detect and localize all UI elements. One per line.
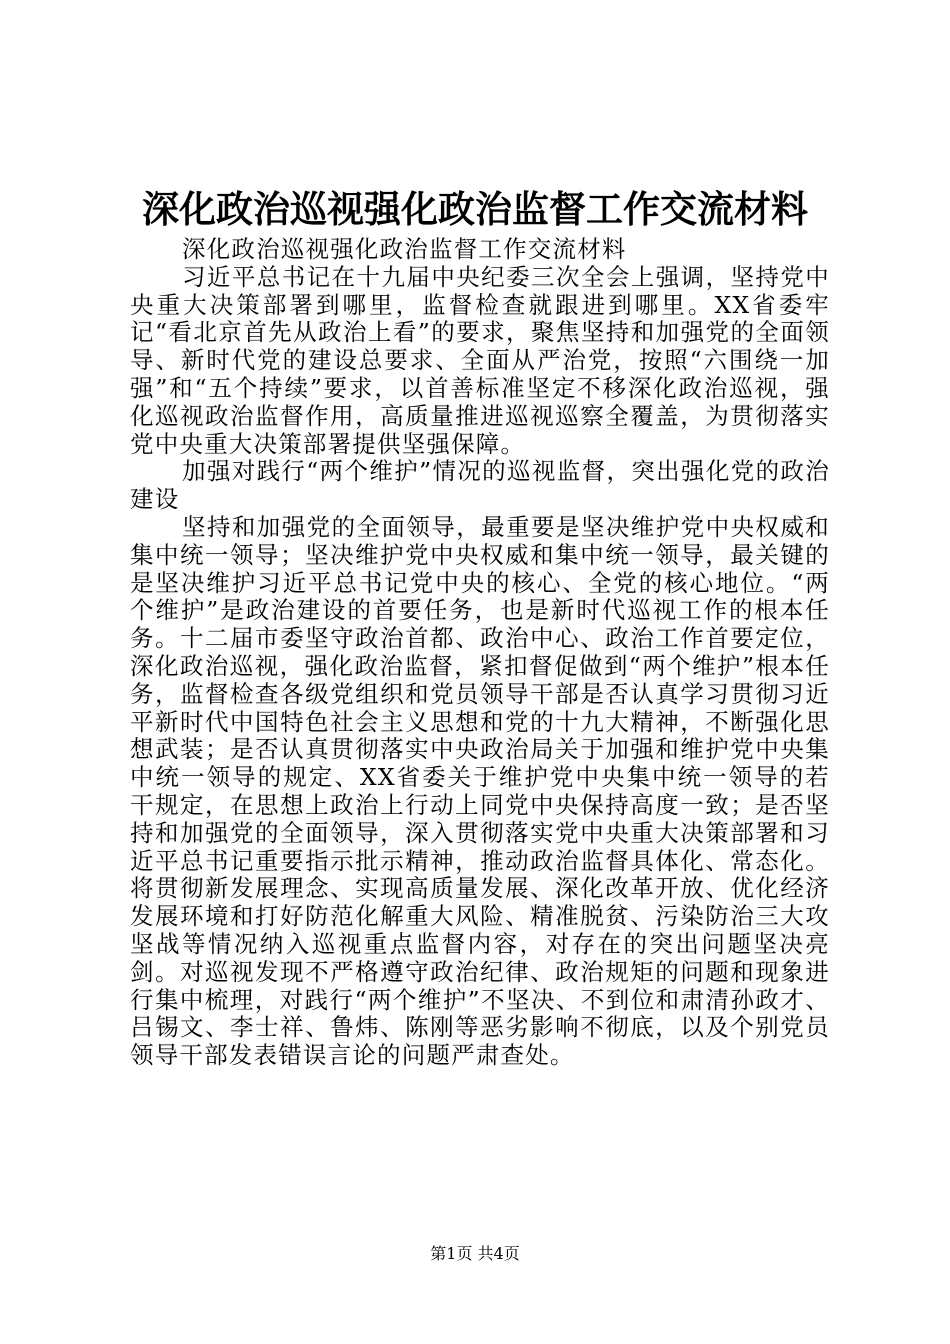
page-footer: 第1页 共4页 bbox=[430, 1244, 520, 1263]
document-body bbox=[130, 236, 830, 1070]
paragraph-heading: 加强对践行“两个维护”情况的巡视监督，突出强化党的政治建设 bbox=[130, 457, 830, 514]
paragraph-intro: 习近平总书记在十九届中央纪委三次全会上强调，坚持党中央重大决策部署到哪里，监督检查就跟进到哪里。XX省委牢记“看北京首先从政治上看”的要求，聚焦坚持和加强党的全面领导、新时代党的建设总要求、全面从严治党，按照“六围绕一加强”和“五个持续”要求，以首善标准坚定不移深化政治巡视，强化巡视政治监督作用，高质量推进巡视巡察全覆盖，为贯彻落实党中央重大决策部署提供坚强保障。 bbox=[130, 262, 830, 458]
paragraph-subtitle: 深化政治巡视强化政治监督工作交流材料 bbox=[182, 235, 627, 263]
paragraph-main: 坚持和加强党的全面领导，最重要是坚决维护党中央权威和集中统一领导；坚决维护党中央权威和集中统一领导，最关键的是坚决维护习近平总书记党中央的核心、全党的核心地位。“两个维护”是政治建设的首要任务，也是新时代巡视工作的根本任务。十二届市委坚守政治首都、政治中心、政治工作首要定位，深化政治巡视，强化政治监督，紧扣督促做到“两个维护”根本任务，监督检查各级党组织和党员领导干部是否认真学习贯彻习近平新时代中国特色社会主义思想和党的十九大精神，不断强化思想武装；是否认真贯彻落实中央政治局关于加强和维护党中央集中统一领导的规定、XX省委关于维护党中央集中统一领导的若干规定，在思想上政治上行动上同党中央保持高度一致；是否坚持和加强党的全面领导，深入贯彻落实党中央重大决策部署和习近平总书记重要指示批示精神，推动政治监督具体化、常态化。将贯彻新发展理念、实现高质量发展、深化改革开放、优化经济发展环境和打好防范化解重大风险、精准脱贫、污染防治三大攻坚战等情况纳入巡视重点监督内容，对存在的突出问题坚决亮剑。对巡视发现不严格遵守政治纪律、政治规矩的问题和现象进行集中梳理，对践行“两个维护”不坚决、不到位和肃清孙政才、吕锡文、李士祥、鲁炜、陈刚等恶劣影响不彻底，以及个别党员领导干部发表错误言论的问题严肃查处。 bbox=[130, 512, 830, 1070]
document-title: 深化政治巡视强化政治监督工作交流材料 bbox=[142, 187, 808, 231]
